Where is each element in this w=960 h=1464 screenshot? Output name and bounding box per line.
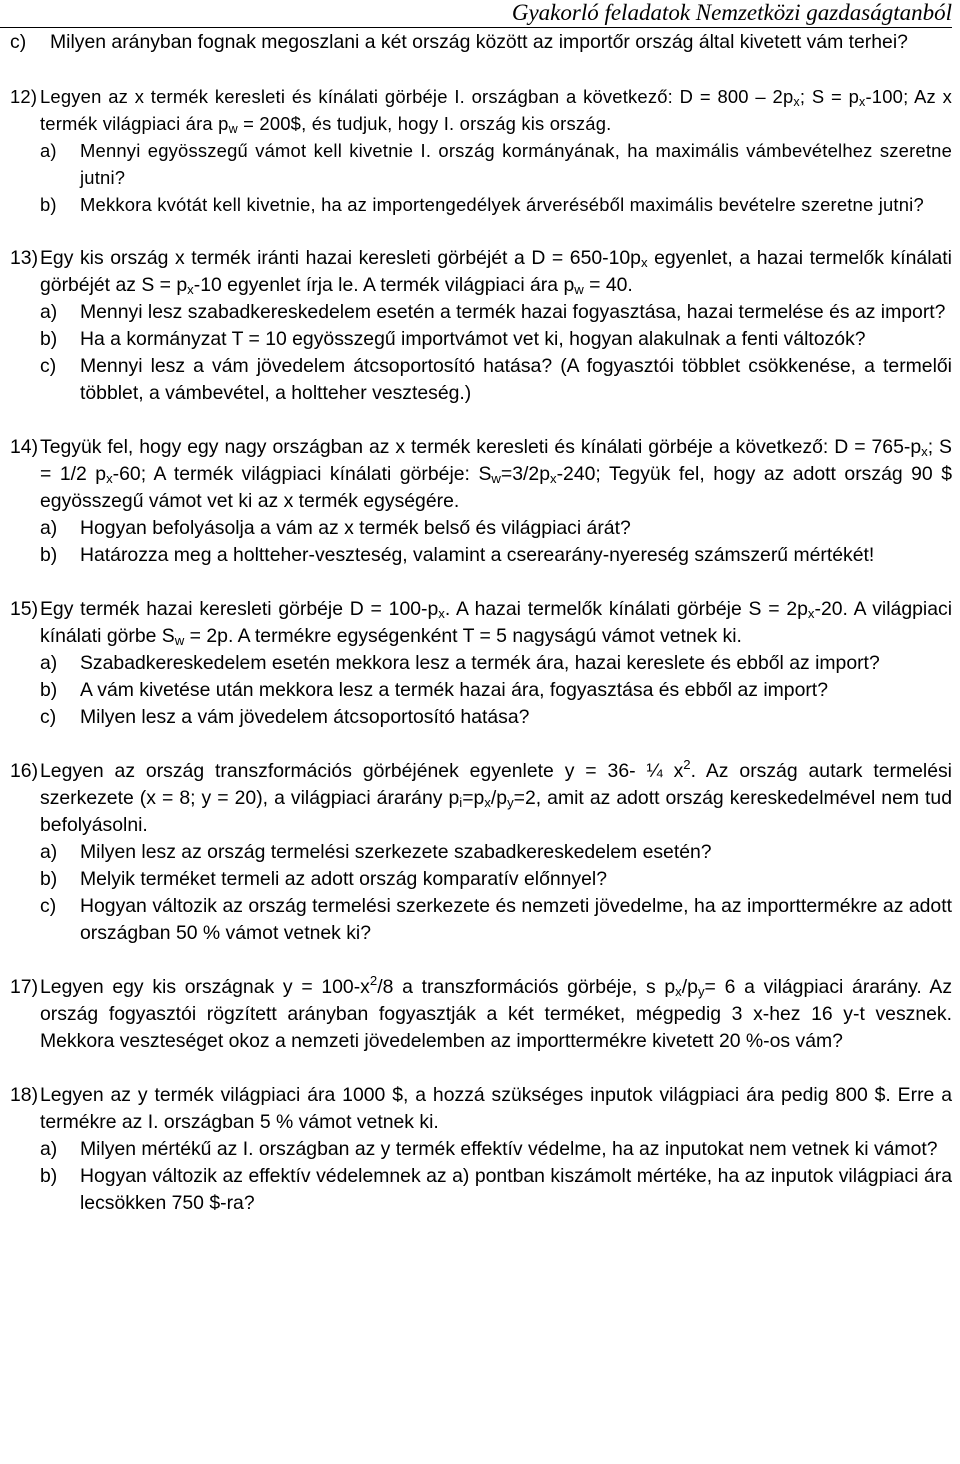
exercise-text: Legyen egy kis országnak $y = 100-x^2/8$ a transzformációs görbéje, s $p_x/p_y= 6$ a világpiaci árarány. Az ország fogyasztói rögzített arányban fogyasztják a két terméket, mégpedig 3 x-hez 16 y-t vesznek. Mekkora veszteséget okoz a nemzeti jövedelemben az importtermékre kivetett 20 %-os vám? — [40, 973, 953, 1052]
part-label: a) — [40, 652, 58, 674]
part-text: Milyen lesz a vám jövedelem átcsoportosító hatása? — [80, 706, 530, 728]
part-text: Melyik terméket termeli az adott ország komparatív előnnyel? — [80, 868, 608, 890]
exercise-14 — [10, 434, 952, 569]
exercise-17 — [10, 974, 952, 1055]
part-label: b) — [40, 544, 58, 566]
exercise-12-part-b — [40, 191, 952, 218]
exercise-number: 12) — [10, 86, 38, 107]
part-label: c) — [40, 895, 57, 917]
exercise-stem — [10, 596, 952, 650]
exercise-15 — [10, 596, 952, 731]
exercise-12-part-a — [40, 137, 952, 191]
part-label: c) — [10, 31, 27, 53]
exercise-11-part-c — [10, 29, 952, 56]
exercise-text: Egy kis ország x termék iránti hazai keresleti görbéjét a $D = 650-10p_x$ egyenlet, a hazai termelők kínálati görbéjét az $S = p_x-10$ egyenlet írja le. A termék világpiaci ára $p_w = 40$. — [40, 247, 952, 297]
part-text: Mennyi lesz szabadkereskedelem esetén a termék hazai fogyasztása, hazai termelése és az import? — [80, 301, 946, 323]
part-label: b) — [40, 868, 58, 890]
part-text: Mennyi egyösszegű vámot kell kivetnie I. ország kormányának, ha maximális vámbevételhez szeretne jutni? — [80, 140, 952, 188]
exercise-16 — [10, 758, 952, 947]
part-text: Határozza meg a holtteher-veszteség, valamint a cserearány-nyereség számszerű mértékét! — [80, 544, 875, 566]
exercise-12 — [10, 83, 952, 218]
exercise-text: Legyen az x termék keresleti és kínálati görbéje I. országban a következő: $D = 800 - 2p_x$; $S = p_x-100$; Az x termék világpiaci ára $p_w$ = 200$, és tudjuk, hogy I. ország kis ország. — [40, 86, 953, 136]
part-label: a) — [40, 1138, 58, 1160]
exercise-text: Egy termék hazai keresleti görbéje $D = 100-p_x$. A hazai termelők kínálati görbéje $S = 2p_x-20$. A világpiaci kínálati görbe $S_w = 2p$. A termékre egységenként T = 5 nagyságú vámot vetnek ki. — [40, 598, 952, 648]
exercise-15-part-b — [40, 677, 952, 704]
exercise-18 — [10, 1082, 952, 1217]
part-label: a) — [40, 301, 58, 323]
part-label: b) — [40, 328, 58, 350]
document-body — [10, 29, 952, 1244]
exercise-18-part-a — [40, 1136, 952, 1163]
exercise-13-part-c — [40, 353, 952, 407]
part-label: b) — [40, 1165, 58, 1187]
running-title: Gyakorló feladatok Nemzetközi gazdaságtanból — [511, 0, 952, 25]
exercise-number: 13) — [10, 247, 39, 269]
part-text: Milyen lesz az ország termelési szerkezete szabadkereskedelem esetén? — [80, 841, 712, 863]
exercise-16-part-b — [40, 866, 952, 893]
exercise-16-part-a — [40, 839, 952, 866]
part-text: A vám kivetése után mekkora lesz a termék hazai ára, fogyasztása és ebből az import? — [80, 679, 828, 701]
part-text: Hogyan befolyásolja a vám az x termék belső és világpiaci árát? — [80, 517, 631, 539]
part-text: Hogyan változik az ország termelési szerkezete és nemzeti jövedelme, ha az importtermékre az adott országban 50 % vámot vetnek ki? — [80, 895, 952, 944]
part-label: a) — [40, 841, 58, 863]
exercise-stem — [10, 245, 952, 299]
exercise-number: 16) — [10, 760, 39, 782]
part-label: c) — [40, 355, 57, 377]
running-header — [0, 0, 952, 28]
part-text: Ha a kormányzat T = 10 egyösszegű importvámot vet ki, hogyan alakulnak a fenti változók? — [80, 328, 866, 350]
exercise-14-part-b — [40, 542, 952, 569]
exercise-number: 18) — [10, 1084, 39, 1106]
exercise-stem — [10, 83, 952, 137]
exercise-text: Tegyük fel, hogy egy nagy országban az x termék keresleti és kínálati görbéje a következő: $D = 765-p_x$; S = 1/2 $p_x-60$; A termék világpiaci kínálati görbéje: $S_w=3/2p_x-240$; Tegyük fel, hogy az adott ország 90 $ egyösszegű vámot vet ki az x termék egységére. — [40, 436, 952, 512]
exercise-stem — [10, 1082, 952, 1136]
exercise-stem — [10, 758, 952, 839]
part-text: Milyen arányban fognak megoszlani a két ország között az importőr ország által kivetett vám terhei? — [50, 31, 908, 53]
part-label: b) — [40, 679, 58, 701]
exercise-text: Legyen az ország transzformációs görbéjének egyenlete y = 36- ¼ $x^2$. Az ország autark termelési szerkezete (x = 8; y = 20), a világpiaci árarány $p_i=p_x/p_y=2$, amit az adott ország kereskedelmével nem tud befolyásolni. — [40, 757, 952, 836]
exercise-number: 17) — [10, 976, 39, 998]
part-label: b) — [40, 194, 57, 215]
part-text: Hogyan változik az effektív védelemnek az a) pontban kiszámolt mértéke, ha az inputok világpiaci ára lecsökken 750 $-ra? — [80, 1165, 952, 1214]
exercise-13-part-b — [40, 326, 952, 353]
exercise-number: 15) — [10, 598, 39, 620]
exercise-stem — [10, 434, 952, 515]
exercise-16-part-c — [40, 893, 952, 947]
part-text: Milyen mértékű az I. országban az y termék effektív védelme, ha az inputokat nem vetnek ki vámot? — [80, 1138, 938, 1160]
part-text: Szabadkereskedelem esetén mekkora lesz a termék ára, hazai kereslete és ebből az import? — [80, 652, 880, 674]
exercise-text: Legyen az y termék világpiaci ára 1000 $, a hozzá szükséges inputok világpiaci ára pedig 800 $. Erre a termékre az I. országban 5 % vámot vetnek ki. — [40, 1084, 952, 1133]
part-label: a) — [40, 517, 58, 539]
exercise-11-continued — [10, 29, 952, 56]
exercise-stem — [10, 974, 952, 1055]
part-text: Mennyi lesz a vám jövedelem átcsoportosító hatása? (A fogyasztói többlet csökkenése, a termelői többlet, a vámbevétel, a holtteher veszteség.) — [80, 355, 952, 404]
part-text: Mekkora kvótát kell kivetnie, ha az importengedélyek árveréséből maximális bevételre szeretne jutni? — [80, 194, 924, 215]
exercise-14-part-a — [40, 515, 952, 542]
exercise-13 — [10, 245, 952, 407]
exercise-15-part-c — [40, 704, 952, 731]
part-label: c) — [40, 706, 57, 728]
exercise-number: 14) — [10, 436, 39, 458]
exercise-15-part-a — [40, 650, 952, 677]
exercise-13-part-a — [40, 299, 952, 326]
part-label: a) — [40, 140, 57, 161]
exercise-18-part-b — [40, 1163, 952, 1217]
